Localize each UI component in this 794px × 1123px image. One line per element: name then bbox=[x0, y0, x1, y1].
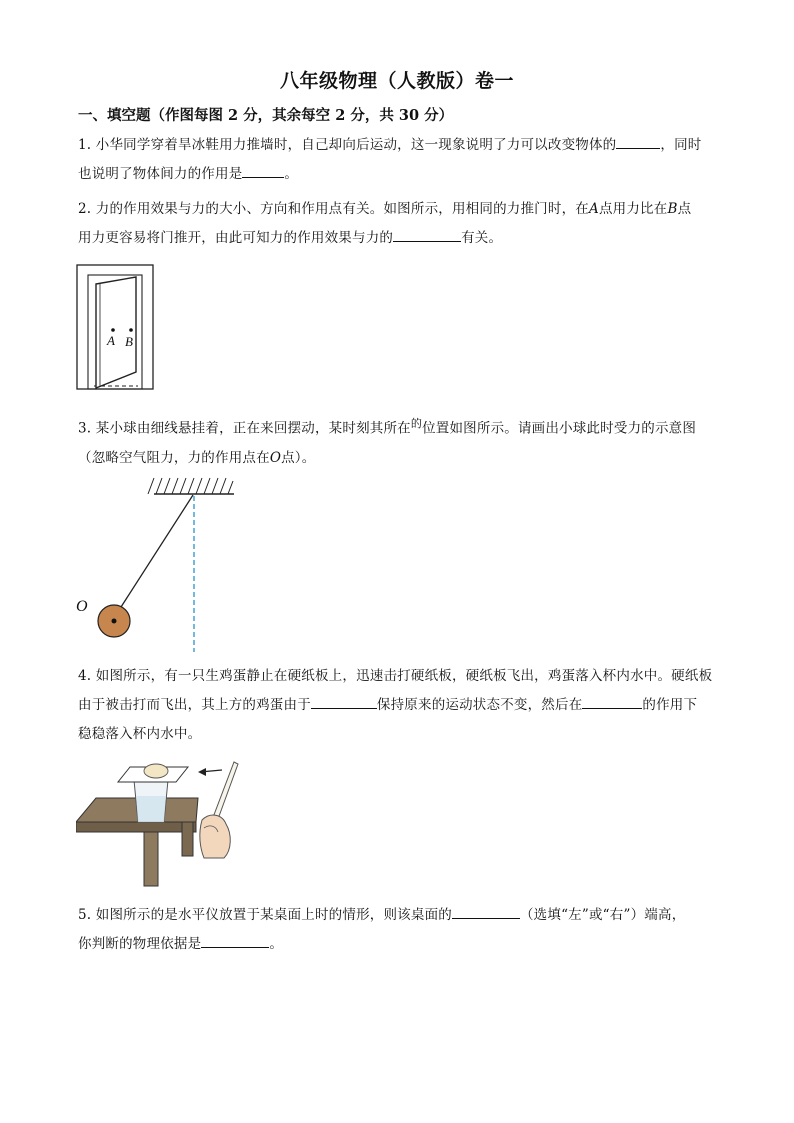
point-b-dot bbox=[129, 328, 133, 332]
q1-text-c: 也说明了物体间力的作用是 bbox=[78, 166, 243, 182]
q3-text-d: 点）。 bbox=[281, 449, 316, 466]
question-5 bbox=[78, 901, 718, 959]
table-leg-front bbox=[144, 832, 158, 886]
q3-text-a: 3. 某小球由细线悬挂着，正在来回摆动，某时刻其所在 bbox=[78, 420, 411, 437]
answer-blank[interactable] bbox=[201, 933, 269, 948]
q2-text-a: 2. 力的作用效果与力的大小、方向和作用点有关。如图所示，用相同的力推门时，在 bbox=[78, 201, 589, 217]
q1-text-b: ，同时 bbox=[660, 137, 702, 153]
egg-experiment-figure bbox=[76, 758, 241, 888]
table-leg-back bbox=[182, 822, 193, 856]
answer-blank[interactable] bbox=[582, 694, 642, 709]
answer-blank[interactable] bbox=[616, 134, 660, 149]
q3-text-c: （忽略空气阻力，力的作用点在 bbox=[78, 449, 270, 466]
question-4 bbox=[78, 662, 718, 749]
q4-line-1: 4. 如图所示，有一只生鸡蛋静止在硬纸板上，迅速击打硬纸板，硬纸板飞出，鸡蛋落入杯内水中。硬纸板 bbox=[78, 668, 713, 684]
q5-text-c: 你判断的物理依据是 bbox=[78, 936, 202, 952]
answer-blank[interactable] bbox=[393, 227, 461, 242]
pendulum-figure bbox=[70, 476, 245, 654]
point-a-dot bbox=[111, 328, 115, 332]
ceiling-hatch bbox=[148, 478, 233, 494]
point-a-label: A bbox=[588, 201, 599, 217]
q4-line-3: 稳稳落入杯内水中。 bbox=[78, 726, 202, 742]
question-3 bbox=[78, 409, 718, 473]
ball-center-dot bbox=[112, 619, 117, 624]
q2-text-d: 用力更容易将门推开，由此可知力的作用效果与力的 bbox=[78, 230, 394, 246]
arrow-head bbox=[198, 768, 206, 776]
q1-text-d: 。 bbox=[284, 166, 299, 182]
q5-text-b: （选填“左”或“右”）端高， bbox=[519, 907, 686, 923]
answer-blank[interactable] bbox=[242, 163, 284, 178]
door-label-b: B bbox=[125, 334, 133, 349]
q4-text-b: 保持原来的运动状态不变，然后在 bbox=[376, 697, 583, 713]
hand bbox=[200, 815, 230, 858]
answer-blank[interactable] bbox=[452, 904, 520, 919]
string bbox=[121, 495, 193, 607]
q3-superscript: 的 bbox=[410, 417, 423, 430]
q2-text-b: 点用力比在 bbox=[598, 201, 668, 217]
question-2 bbox=[78, 195, 718, 253]
q5-text-a: 5. 如图所示的是水平仪放置于某桌面上时的情形，则该桌面的 bbox=[78, 907, 452, 923]
answer-blank[interactable] bbox=[311, 694, 377, 709]
section-heading: 一、填空题（作图每图 2 分，其余每空 2 分，共 30 分） bbox=[78, 107, 454, 124]
q5-text-d: 。 bbox=[269, 936, 284, 952]
question-1 bbox=[78, 131, 718, 189]
q2-text-c: 点 bbox=[677, 201, 692, 217]
door-label-a: A bbox=[107, 333, 115, 348]
q3-text-b: 位置如图所示。请画出小球此时受力的示意图 bbox=[422, 420, 697, 437]
pendulum-label-o: O bbox=[76, 598, 88, 615]
q2-text-e: 有关。 bbox=[461, 230, 503, 246]
q4-text-c: 的作用下 bbox=[642, 697, 698, 713]
q1-text-a: 1. 小华同学穿着旱冰鞋用力推墙时，自己却向后运动，这一现象说明了力可以改变物体的 bbox=[78, 137, 617, 153]
q4-text-a: 由于被击打而飞出，其上方的鸡蛋由于 bbox=[78, 697, 311, 713]
point-o-label: O bbox=[269, 449, 282, 466]
page-title: 八年级物理（人教版）卷一 bbox=[279, 70, 514, 92]
door-figure bbox=[76, 264, 156, 392]
point-b-label: B bbox=[667, 201, 678, 217]
egg bbox=[144, 764, 168, 778]
